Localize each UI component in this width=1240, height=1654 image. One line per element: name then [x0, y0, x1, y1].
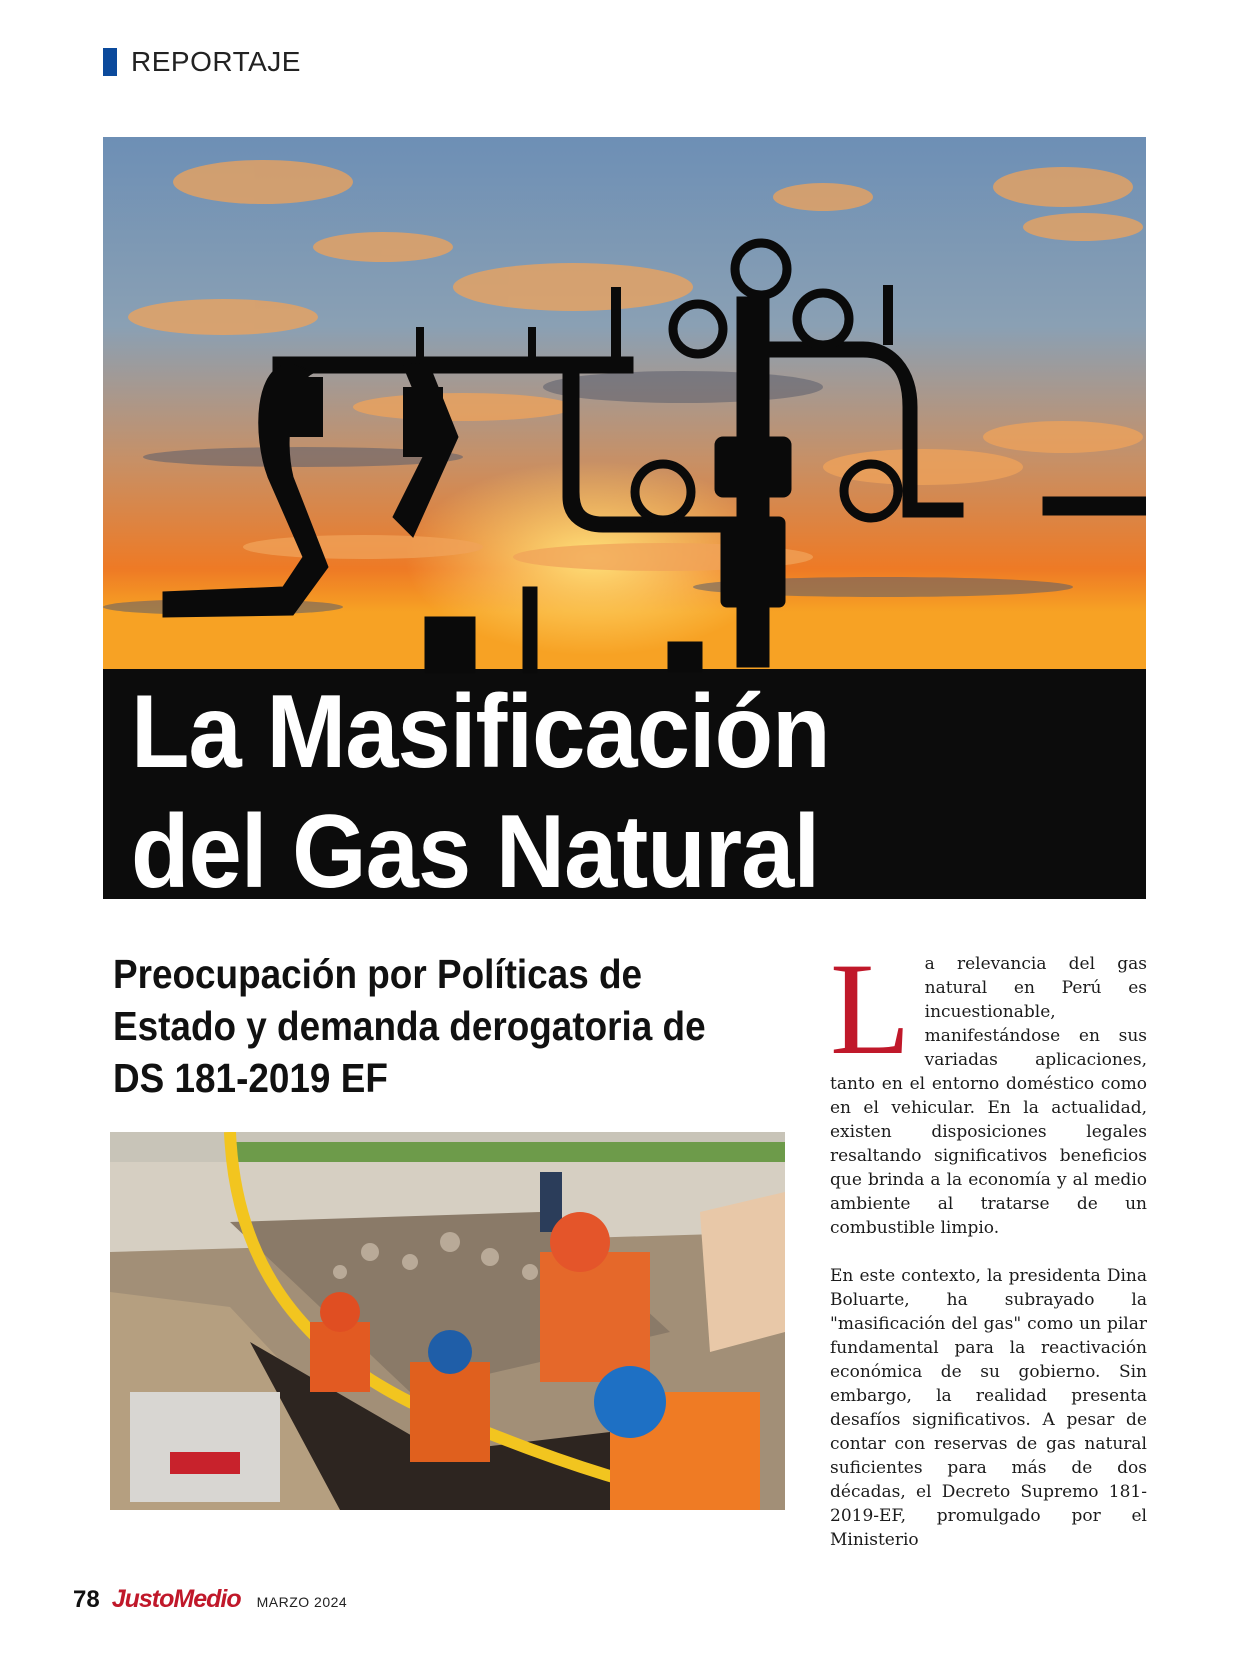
subtitle-line2: Estado y demanda derogatoria de [113, 1003, 706, 1049]
section-label: REPORTAJE [131, 46, 301, 77]
hero-image [103, 137, 1146, 899]
page-footer [73, 1585, 347, 1615]
paragraph-1-text: a relevancia del gas natural en Perú es incuestionable, manifestándose en sus variadas aplicaciones, tanto en el entorno doméstico como en el vehicular. En la actualidad, existen disposiciones legales resaltando significativos beneficios que brinda a la economía y al medio ambiente al tratarse de un combustible limpio. [830, 954, 1147, 1238]
section-tag-bar [103, 48, 117, 76]
article-paragraph-2: En este contexto, la presidenta Dina Boluarte, ha subrayado la "masificación del gas" como un pilar fundamental para la reactivación económica de su gobierno. Sin embargo, la realidad presenta desafíos significativos. A pesar de contar con reservas de gas natural suficientes para más de dos décadas, el Decreto Supremo 181-2019-EF, promulgado por el Ministerio [830, 1266, 1147, 1550]
workers-laying-gas-pipe-image [110, 1132, 785, 1510]
hero-title [131, 672, 830, 899]
article-body [830, 935, 1147, 1576]
publication-logo [112, 1585, 241, 1614]
subtitle-line1: Preocupación por Políticas de [113, 951, 643, 997]
dropcap: L [830, 935, 911, 1082]
section-tag [103, 48, 301, 76]
page-number: 78 [73, 1586, 100, 1613]
subtitle-line3: DS 181-2019 EF [113, 1055, 388, 1101]
article-paragraph-1 [830, 935, 1147, 1240]
hero-title-line2: del Gas Natural [131, 794, 820, 899]
workers-pipeline-photo [110, 1132, 785, 1510]
article-subtitle [113, 948, 743, 1104]
hero-title-line1: La Masificación [131, 674, 830, 790]
brand-part2: Medio [173, 1585, 241, 1613]
brand-part1: Justo [111, 1585, 174, 1613]
issue-date: MARZO 2024 [256, 1594, 348, 1610]
